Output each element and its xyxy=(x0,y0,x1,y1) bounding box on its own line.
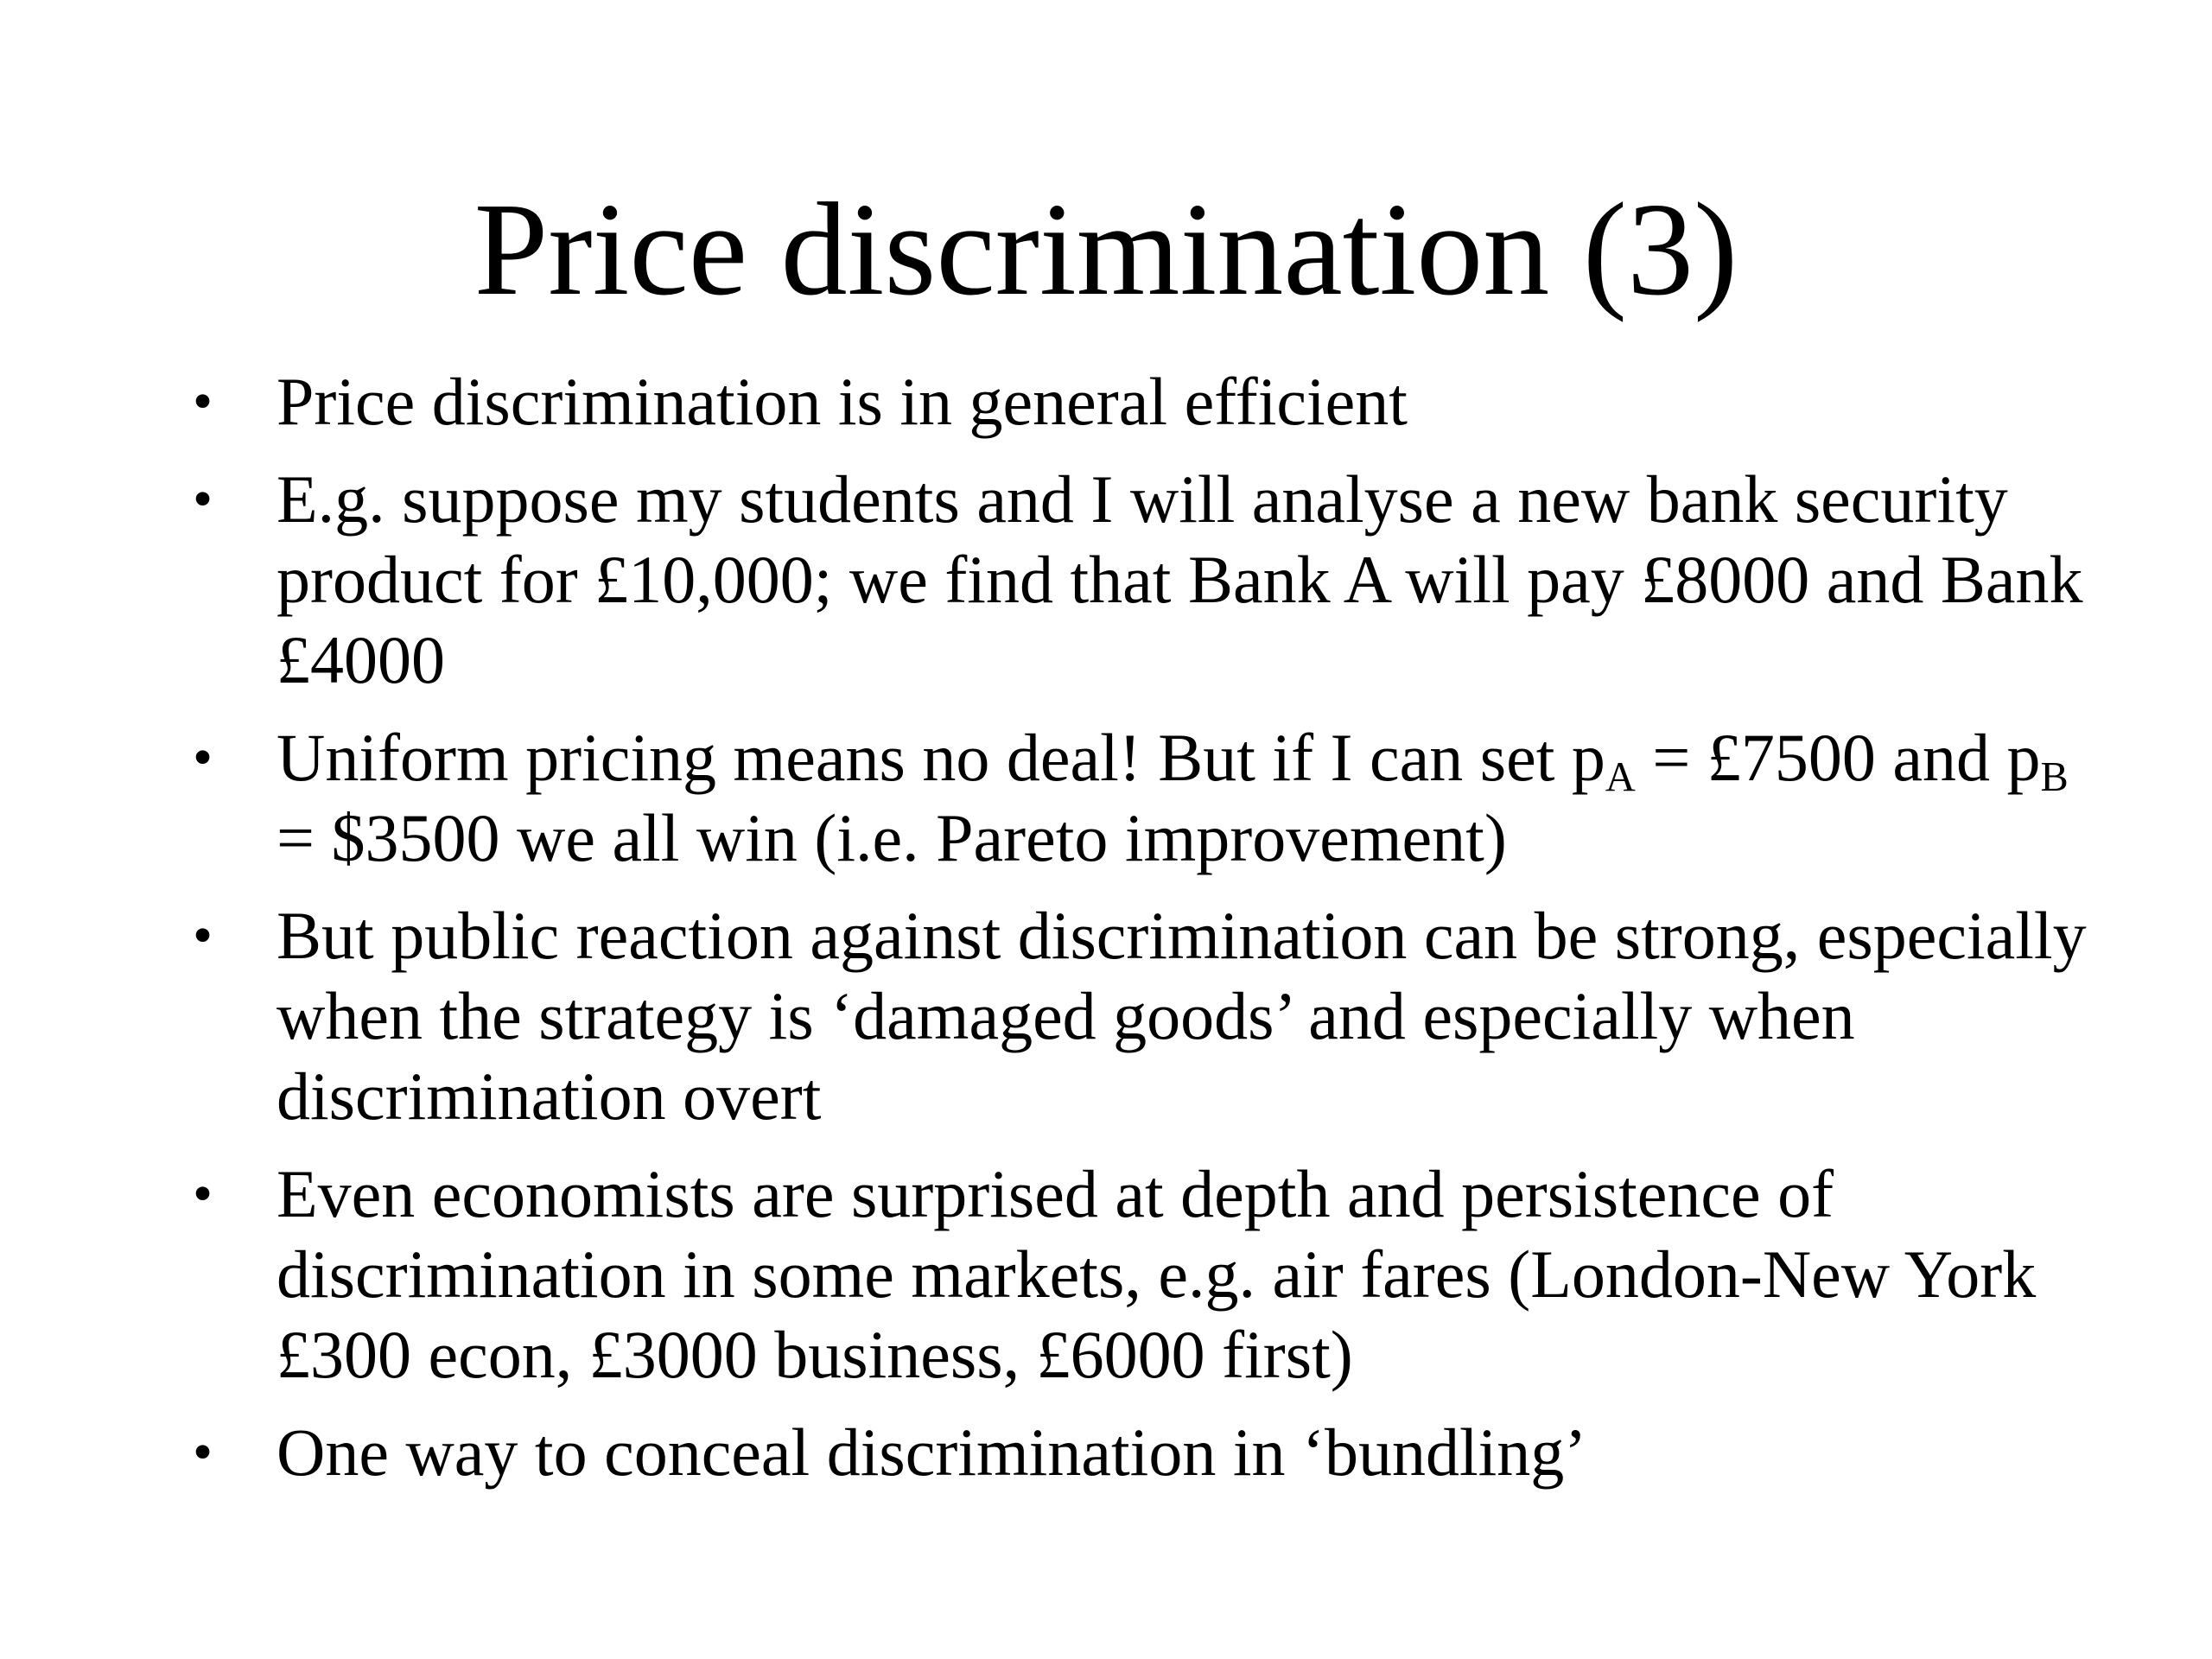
bullet-text-part: Uniform pricing means no deal! But if I can set p xyxy=(276,720,1605,795)
bullet-icon: • xyxy=(193,467,213,531)
bullet-icon: • xyxy=(193,904,213,967)
bullet-item-public-reaction xyxy=(186,895,2113,1136)
bullet-item-air-fares xyxy=(186,1154,2113,1395)
bullet-text: Even economists are surprised at depth and persistence of discrimination in some markets, e.g. air fares (London-New York £300 econ, £3000 business, £6000 first) xyxy=(276,1156,2037,1392)
bullet-item-bundling xyxy=(186,1412,2113,1492)
subscript-a: A xyxy=(1605,754,1636,801)
slide-title: Price discrimination (3) xyxy=(474,176,1738,323)
bullet-text: But public reaction against discrimination can be strong, especially when the strategy is ‘damaged goods’ and especially when discrimination overt xyxy=(276,898,2087,1134)
bullet-text: One way to conceal discrimination in ‘bundling’ xyxy=(276,1414,1587,1490)
bullet-text: E.g. suppose my students and I will analyse a new bank security product for £10,000; we find that Bank A will pay £8000 and Bank £4000 xyxy=(276,461,2083,697)
bullet-icon: • xyxy=(193,1421,213,1484)
bullet-text-part: = £7500 and p xyxy=(1635,720,2041,795)
bullet-list xyxy=(186,361,2113,1510)
bullet-text: Price discrimination is in general efficient xyxy=(276,364,1408,439)
bullet-icon: • xyxy=(193,1162,213,1225)
bullet-text xyxy=(276,720,2069,875)
subscript-b: B xyxy=(2040,754,2069,801)
bullet-icon: • xyxy=(193,370,213,433)
bullet-item-uniform-pricing xyxy=(186,717,2113,878)
bullet-icon: • xyxy=(193,726,213,789)
bullet-item-bank-example xyxy=(186,459,2113,700)
bullet-item-efficiency xyxy=(186,361,2113,442)
bullet-text-part: = $3500 we all win (i.e. Pareto improvement) xyxy=(276,800,1507,875)
